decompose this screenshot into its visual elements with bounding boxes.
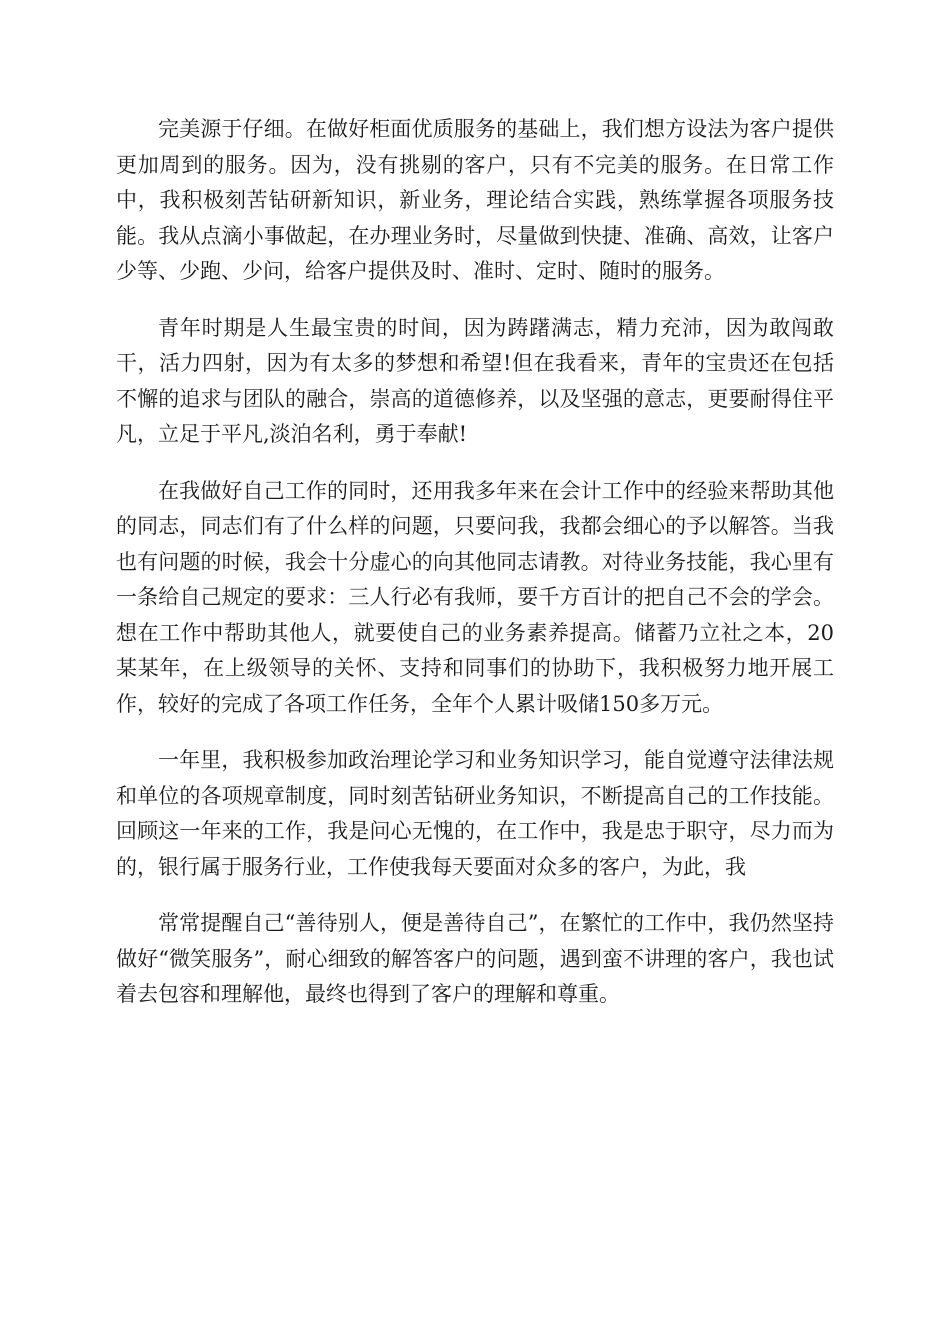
paragraph-1: 完美源于仔细。在做好柜面优质服务的基础上，我们想方设法为客户提供更加周到的服务。因为，没有挑剔的客户，只有不完美的服务。在日常工作中，我积极刻苦钻研新知识，新业务，理论结合实践，熟练掌握各项服务技能。我从点滴小事做起，在办理业务时，尽量做到快捷、准确、高效，让客户少等、少跑、少问，给客户提供及时、准时、定时、随时的服务。 <box>116 117 834 283</box>
paragraph-5: 常常提醒自己“善待别人，便是善待自己”，在繁忙的工作中，我仍然坚持做好“微笑服务”，耐心细致的解答客户的问题，遇到蛮不讲理的客户，我也试着去包容和理解他，最终也得到了客户的理解和尊重。 <box>116 911 834 1006</box>
paragraph-3: 在我做好自己工作的同时，还用我多年来在会计工作中的经验来帮助其他的同志，同志们有了什么样的问题，只要问我，我都会细心的予以解答。当我也有问题的时候，我会十分虚心的向其他同志请教。对待业务技能，我心里有一条给自己规定的要求：三人行必有我师，要千方百计的把自己不会的学会。想在工作中帮助其他人，就要使自己的业务素养提高。储蓄乃立社之本，20某某年，在上级领导的关怀、支持和同事们的协助下，我积极努力地开展工作，较好的完成了各项工作任务，全年个人累计吸储150多万元。 <box>116 478 834 716</box>
document-body <box>116 112 834 1034</box>
paragraph-2: 青年时期是人生最宝贵的时间，因为踌躇满志，精力充沛，因为敢闯敢干，活力四射，因为有太多的梦想和希望!但在我看来，青年的宝贵还在包括不懈的追求与团队的融合，崇高的道德修养，以及坚强的意志，更要耐得住平凡，立足于平凡,淡泊名利，勇于奉献! <box>116 315 834 446</box>
paragraph-4: 一年里，我积极参加政治理论学习和业务知识学习，能自觉遵守法律法规和单位的各项规章制度，同时刻苦钻研业务知识，不断提高自己的工作技能。回顾这一年来的工作，我是问心无愧的，在工作中，我是忠于职守，尽力而为的，银行属于服务行业，工作使我每天要面对众多的客户，为此，我 <box>116 748 834 879</box>
